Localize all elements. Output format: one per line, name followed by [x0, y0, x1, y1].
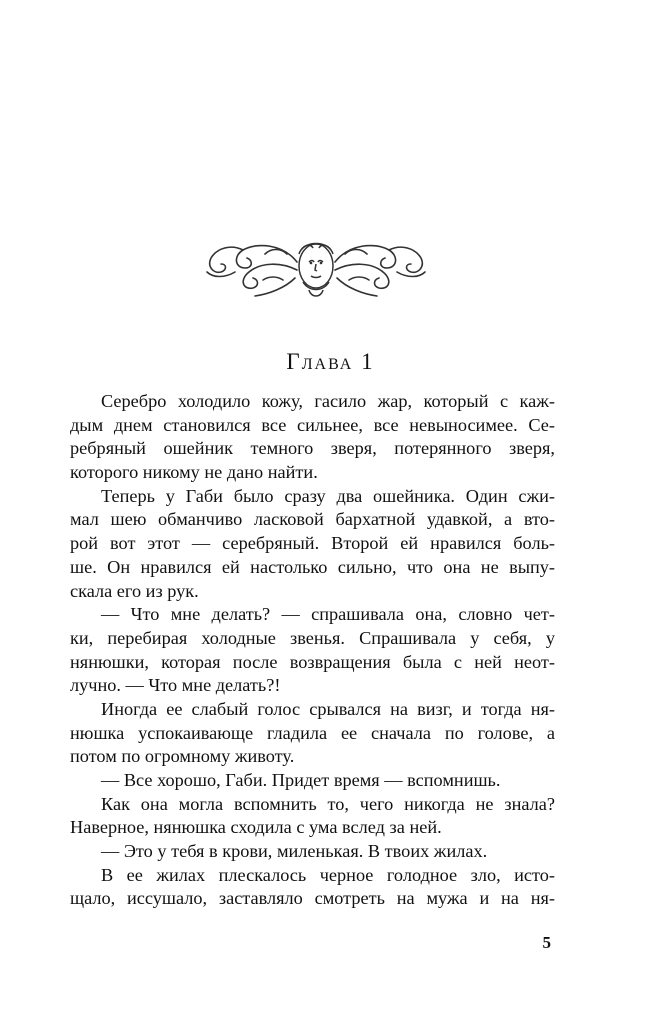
text-line: скала его из рук.: [70, 580, 199, 601]
text-line: которого никому не дано найти.: [70, 462, 318, 483]
text-line: — Все хорошо, Габи. Придет время — вспомнишь.: [101, 770, 501, 790]
text-line: рой вот этот — серебряный. Второй ей нравился боль-: [70, 533, 555, 554]
text-line: Как она могла вспомнить то, чего никогда не знала?: [101, 793, 555, 814]
cherub-ornament-icon: [205, 232, 427, 304]
paragraph: [70, 485, 555, 603]
text-line: ше. Он нравился ей настолько сильно, что она не выпу-: [70, 556, 555, 577]
paragraph: [70, 769, 555, 793]
text-line: — Это у тебя в крови, миленькая. В твоих жилах.: [101, 841, 488, 862]
text-line: дым днем становился все сильнее, все невыносимее. Се-: [70, 414, 555, 435]
text-line: ки, перебирая холодные звенья. Спрашивала у себя, у: [70, 627, 555, 648]
text-line: потом по огромному животу.: [70, 746, 295, 767]
text-line: Серебро холодило кожу, гасило жар, который с каж-: [101, 391, 555, 411]
text-line: ребряный ошейник темного зверя, потерянного зверя,: [70, 438, 555, 459]
paragraph: [70, 698, 555, 769]
text-line: нянюшки, которая после возвращения была с ней неот-: [70, 651, 555, 672]
text-line: — Что мне делать? — спрашивала она, словно чет-: [101, 604, 555, 625]
paragraph: [70, 390, 555, 485]
text-line: В ее жилах плескалось черное голодное зло, исто-: [101, 864, 555, 885]
text-line: Наверное, нянюшка сходила с ума вслед за ней.: [70, 817, 442, 838]
text-line: нюшка успокаивающе гладила ее сначала по голове, а: [70, 722, 555, 743]
text-line: лучно. — Что мне делать?!: [70, 675, 281, 696]
paragraph: [70, 603, 555, 698]
text-line: мал шею обманчиво ласковой бархатной удавкой, а вто-: [70, 509, 555, 530]
text-line: щало, иссушало, заставляло смотреть на мужа и на ня-: [70, 888, 555, 909]
body-text: [70, 390, 555, 911]
paragraph: [70, 864, 555, 911]
paragraph: [70, 793, 555, 840]
text-line: Теперь у Габи было сразу два ошейника. Один сжи-: [101, 485, 555, 506]
chapter-title: Глава 1: [286, 349, 375, 374]
paragraph: [70, 840, 555, 864]
text-line: Иногда ее слабый голос срывался на визг, и тогда ня-: [101, 698, 555, 719]
page-number: 5: [542, 933, 551, 952]
